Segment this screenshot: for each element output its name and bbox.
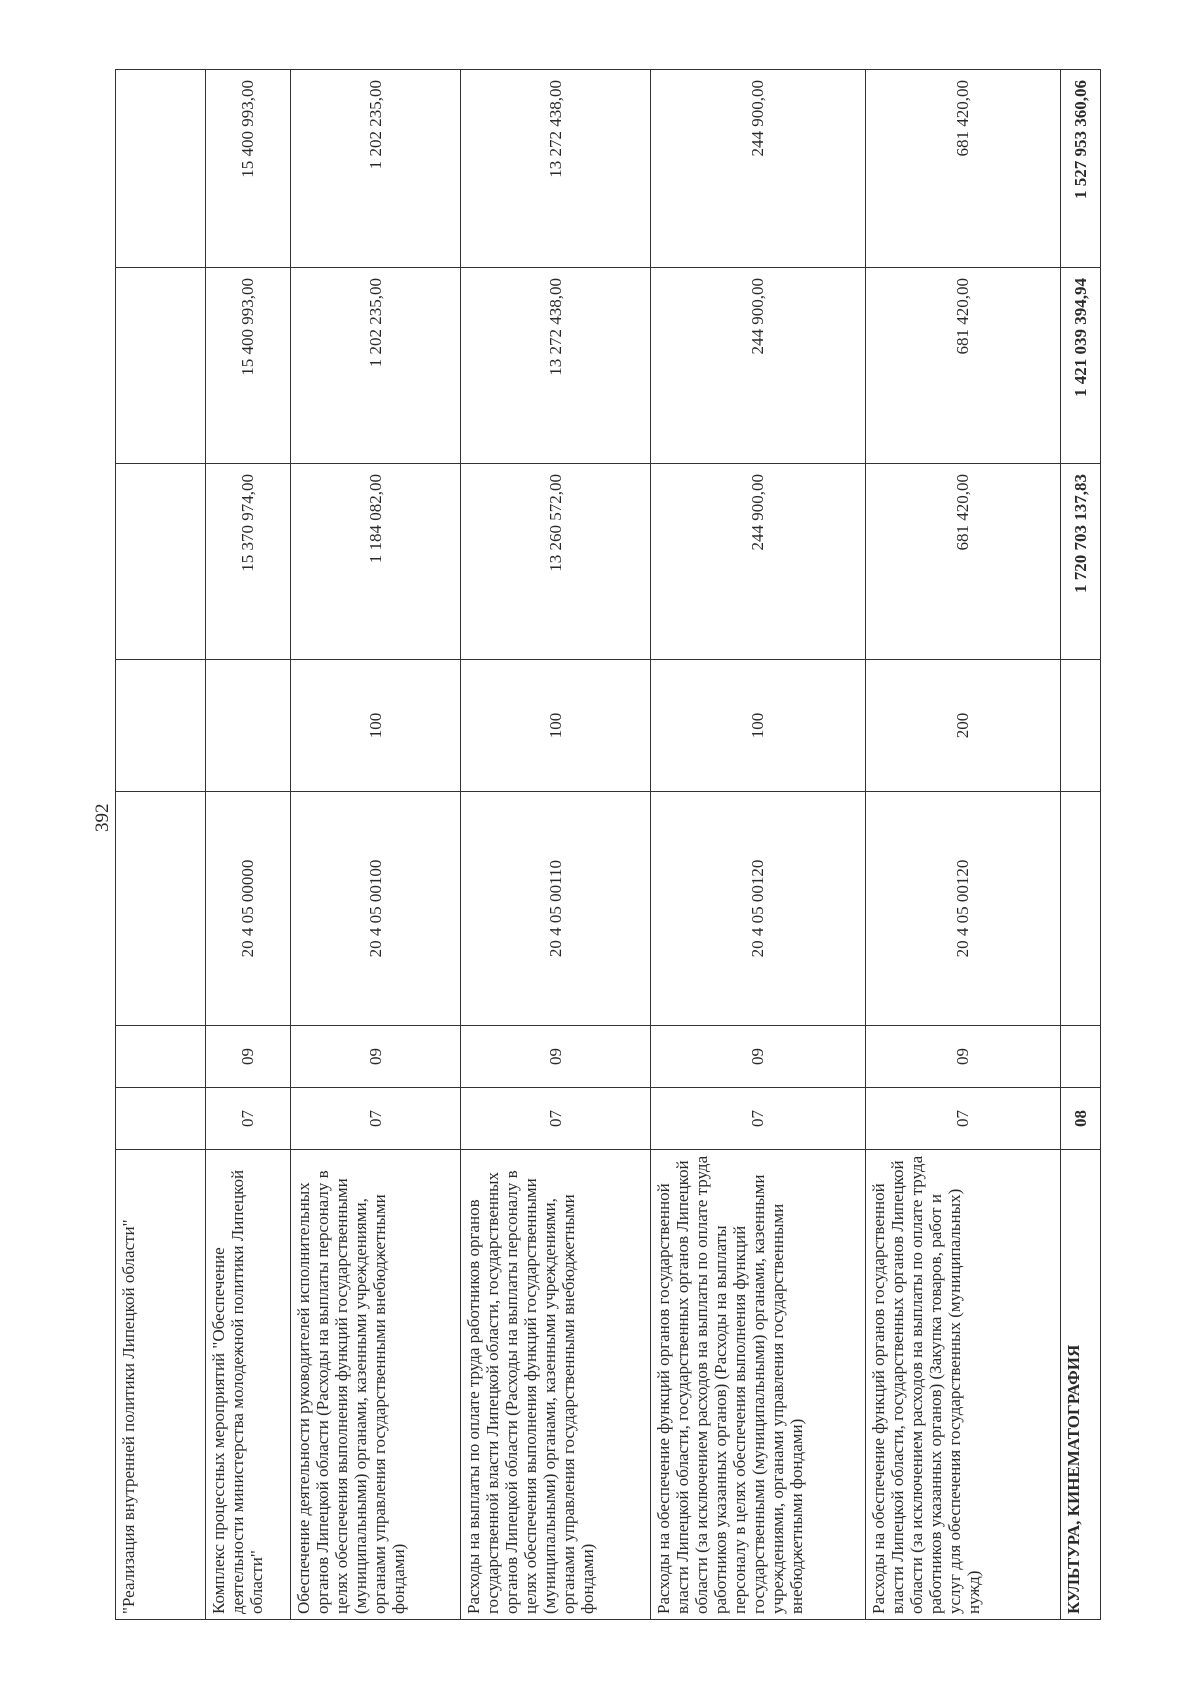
rotated-page [115, 70, 1100, 1620]
row-sum-year-1: 1 184 082,00 [291, 464, 461, 660]
row-target-article: 20 4 05 00000 [206, 792, 291, 1026]
row-sum-year-3: 244 900,00 [651, 70, 866, 268]
table-row [651, 70, 866, 1620]
row-name: КУЛЬТУРА, КИНЕМАТОГРАФИЯ [1061, 1150, 1101, 1620]
row-subsection: 09 [206, 1026, 291, 1088]
row-target-article: 20 4 05 00120 [866, 792, 1061, 1026]
row-sum-year-1: 1 720 703 137,83 [1061, 464, 1101, 660]
row-subsection: 09 [866, 1026, 1061, 1088]
table-row-section-total [1061, 70, 1101, 1620]
row-sum-year-3 [116, 70, 206, 268]
row-sum-year-2 [116, 268, 206, 464]
row-sum-year-2: 13 272 438,00 [461, 268, 651, 464]
row-section: 07 [206, 1088, 291, 1150]
row-sum-year-1: 13 260 572,00 [461, 464, 651, 660]
row-sum-year-3: 1 527 953 360,06 [1061, 70, 1101, 268]
row-subsection: 09 [291, 1026, 461, 1088]
row-subsection: 09 [461, 1026, 651, 1088]
row-sum-year-2: 244 900,00 [651, 268, 866, 464]
row-section: 07 [866, 1088, 1061, 1150]
row-expense-type: 100 [651, 660, 866, 792]
table-row [461, 70, 651, 1620]
row-section: 07 [291, 1088, 461, 1150]
row-sum-year-1: 244 900,00 [651, 464, 866, 660]
row-target-article: 20 4 05 00120 [651, 792, 866, 1026]
row-section: 07 [651, 1088, 866, 1150]
table-row [866, 70, 1061, 1620]
row-sum-year-3: 15 400 993,00 [206, 70, 291, 268]
table-row [206, 70, 291, 1620]
row-target-article: 20 4 05 00110 [461, 792, 651, 1026]
row-sum-year-1 [116, 464, 206, 660]
row-sum-year-2: 1 202 235,00 [291, 268, 461, 464]
row-expense-type [206, 660, 291, 792]
row-target-article: 20 4 05 00100 [291, 792, 461, 1026]
row-expense-type: 100 [461, 660, 651, 792]
row-sum-year-1: 15 370 974,00 [206, 464, 291, 660]
row-target-article [1061, 792, 1101, 1026]
table-row [116, 70, 206, 1620]
row-name: Расходы на выплаты по оплате труда работников органов государственной власти Липецкой области, государственных органов Липецкой области (Расходы на выплаты персоналу в целях обеспечения выполнения функций государственными (муниципальными) органами, казенными учреждениями, органами управления государственными внебюджетными фондами) [461, 1150, 651, 1620]
row-expense-type: 100 [291, 660, 461, 792]
row-name: Расходы на обеспечение функций органов государственной власти Липецкой области, государственных органов Липецкой области (за исключением расходов на выплаты по оплате труда работников указанных органов) (Расходы на выплаты персоналу в целях обеспечения выполнения функций государственными (муниципальными) органами, казенными учреждениями, органами управления государственными внебюджетными фондами) [651, 1150, 866, 1620]
row-target-article [116, 792, 206, 1026]
row-subsection: 09 [651, 1026, 866, 1088]
row-expense-type [1061, 660, 1101, 792]
row-expense-type [116, 660, 206, 792]
row-section [116, 1088, 206, 1150]
row-name: Обеспечение деятельности руководителей исполнительных органов Липецкой области (Расходы на выплаты персоналу в целях обеспечения выполнения функций государственными (муниципальными) органами, казенными учреждениями, органами управления государственными внебюджетными фондами) [291, 1150, 461, 1620]
budget-table [115, 69, 1101, 1620]
row-sum-year-2: 681 420,00 [866, 268, 1061, 464]
row-subsection [1061, 1026, 1101, 1088]
row-sum-year-2: 1 421 039 394,94 [1061, 268, 1101, 464]
row-sum-year-3: 1 202 235,00 [291, 70, 461, 268]
row-sum-year-3: 13 272 438,00 [461, 70, 651, 268]
table-row [291, 70, 461, 1620]
row-name: "Реализация внутренней политики Липецкой области" [116, 1150, 206, 1620]
page-number: 392 [92, 803, 113, 832]
row-name: Комплекс процессных мероприятий "Обеспечение деятельности министерства молодежной политики Липецкой области" [206, 1150, 291, 1620]
row-sum-year-1: 681 420,00 [866, 464, 1061, 660]
row-name: Расходы на обеспечение функций органов государственной власти Липецкой области, государственных органов Липецкой области (за исключением расходов на выплаты по оплате труда работников указанных органов) (Закупка товаров, работ и услуг для обеспечения государственных (муниципальных) нужд) [866, 1150, 1061, 1620]
row-section: 08 [1061, 1088, 1101, 1150]
row-section: 07 [461, 1088, 651, 1150]
row-subsection [116, 1026, 206, 1088]
row-sum-year-2: 15 400 993,00 [206, 268, 291, 464]
row-expense-type: 200 [866, 660, 1061, 792]
row-sum-year-3: 681 420,00 [866, 70, 1061, 268]
